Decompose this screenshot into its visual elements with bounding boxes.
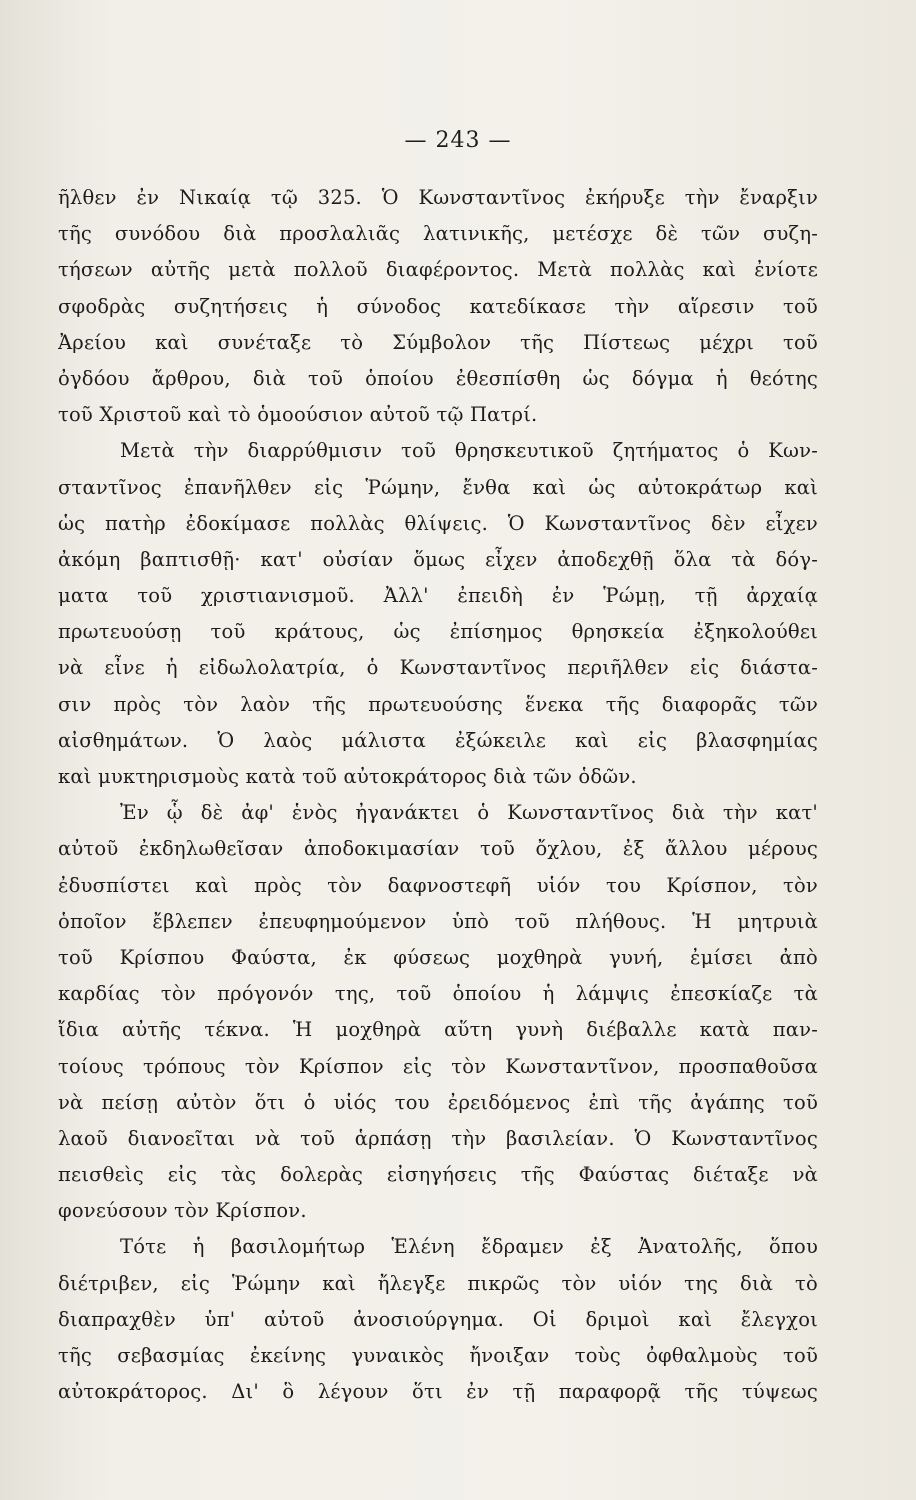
text-line: νὰ πείσῃ αὐτὸν ὅτι ὁ υἱός του ἐρειδόμενος ἐπὶ τῆς ἀγάπης τοῦ	[58, 1090, 818, 1114]
text-line: φονεύσουν τὸν Κρίσπον.	[58, 1199, 307, 1223]
text-line: ὡς πατὴρ ἐδοκίμασε πολλὰς θλίψεις. Ὁ Κωνσταντῖνος δὲν εἶχεν	[58, 511, 818, 535]
text-line: ὀγδόου ἄρθρου, διὰ τοῦ ὁποίου ἐθεσπίσθη ὡς δόγμα ἡ θεότης	[58, 366, 818, 390]
text-line: καρδίας τὸν πρόγονόν της, τοῦ ὁποίου ἡ λάμψις ἐπεσκίαζε τὰ	[58, 982, 818, 1006]
text-line: σιν πρὸς τὸν λαὸν τῆς πρωτευούσης ἕνεκα τῆς διαφορᾶς τῶν	[58, 692, 818, 716]
text-line: αὐτοῦ ἐκδηλωθεῖσαν ἀποδοκιμασίαν τοῦ ὄχλου, ἐξ ἄλλου μέρους	[58, 837, 818, 861]
text-line: ῆλθεν ἐν Νικαίᾳ τῷ 325. Ὁ Κωνσταντῖνος ἐκήρυξε τὴν ἔναρξιν	[58, 186, 818, 209]
text-line: λαοῦ διανοεῖται νὰ τοῦ ἁρπάσῃ τὴν βασιλείαν. Ὁ Κωνσταντῖνος	[58, 1126, 818, 1150]
text-line: αὐτοκράτορος. Δι' ὃ λέγουν ὅτι ἐν τῇ παραφορᾷ τῆς τύψεως	[58, 1380, 818, 1404]
text-line: τοίους τρόπους τὸν Κρίσπον εἰς τὸν Κωνσταντῖνον, προσπαθοῦσα	[58, 1054, 818, 1078]
text-line: καὶ μυκτηρισμοὺς κατὰ τοῦ αὐτοκράτορος διὰ τῶν ὁδῶν.	[58, 765, 637, 788]
text-line: τήσεων αὐτῆς μετὰ πολλοῦ διαφέροντος. Μετὰ πολλὰς καὶ ἐνίοτε	[58, 258, 818, 282]
text-line: τῆς σεβασμίας ἐκείνης γυναικὸς ἤνοιξαν τοὺς ὀφθαλμοὺς τοῦ	[58, 1344, 818, 1367]
text-line: αἰσθημάτων. Ὁ λαὸς μάλιστα ἐξώκειλε καὶ εἰς βλασφημίας	[58, 728, 818, 752]
text-line: Ἀρείου καὶ συνέταξε τὸ Σύμβολον τῆς Πίστεως μέχρι τοῦ	[58, 330, 818, 354]
text-line: τοῦ Κρίσπου Φαύστα, ἐκ φύσεως μοχθηρὰ γυνή, ἐμίσει ἀπὸ	[58, 945, 818, 969]
text-line: ἀκόμη βαπτισθῇ· κατ' οὐσίαν ὅμως εἶχεν ἀποδεχθῇ ὅλα τὰ δόγ-	[58, 547, 818, 571]
text-line: πεισθεὶς εἰς τὰς δολερὰς εἰσηγήσεις τῆς Φαύστας διέταξε νὰ	[58, 1163, 818, 1187]
text-line: ὁποῖον ἔβλεπεν ἐπευφημούμενον ὑπὸ τοῦ πλήθους. Ἡ μητρυιὰ	[58, 909, 818, 933]
text-line: τοῦ Χριστοῦ καὶ τὸ ὁμοούσιον αὐτοῦ τῷ Πατρί.	[58, 403, 538, 427]
text-line: σφοδρὰς συζητήσεις ἡ σύνοδος κατεδίκασε τὴν αἵρεσιν τοῦ	[58, 294, 818, 318]
text-line: Ἐν ᾧ δὲ ἀφ' ἑνὸς ἠγανάκτει ὁ Κωνσταντῖνος διὰ τὴν κατ'	[120, 801, 818, 825]
text-line: τῆς συνόδου διὰ προσλαλιᾶς λατινικῆς, μετέσχε δὲ τῶν συζη-	[58, 222, 818, 246]
text-line: ματα τοῦ χριστιανισμοῦ. Ἀλλ' ἐπειδὴ ἐν Ῥώμῃ, τῇ ἀρχαίᾳ	[58, 584, 818, 608]
text-line: Μετὰ τὴν διαρρύθμισιν τοῦ θρησκευτικοῦ ζητήματος ὁ Κων-	[120, 439, 818, 463]
text-line: πρωτευούσῃ τοῦ κράτους, ὡς ἐπίσημος θρησκεία ἐξηκολούθει	[58, 620, 818, 644]
text-line: σταντῖνος ἐπανῆλθεν εἰς Ῥώμην, ἔνθα καὶ ὡς αὐτοκράτωρ καὶ	[58, 475, 818, 499]
page-number: — 243 —	[404, 128, 512, 153]
text-line: νὰ εἶνε ἡ εἰδωλολατρία, ὁ Κωνσταντῖνος περιῆλθεν εἰς διάστα-	[58, 656, 818, 680]
text-line: Τότε ἡ βασιλομήτωρ Ἑλένη ἔδραμεν ἐξ Ἀνατολῆς, ὅπου	[120, 1235, 818, 1259]
text-line: ἐδυσπίστει καὶ πρὸς τὸν δαφνοστεφῆ υἱόν του Κρίσπον, τὸν	[58, 873, 818, 897]
text-line: διέτριβεν, εἰς Ῥώμην καὶ ἤλεγξε πικρῶς τὸν υἱόν της διὰ τὸ	[58, 1271, 818, 1295]
text-line: ἴδια αὐτῆς τέκνα. Ἡ μοχθηρὰ αὕτη γυνὴ διέβαλλε κατὰ παν-	[58, 1018, 818, 1042]
body-text	[58, 180, 818, 1410]
text-line: διαπραχθὲν ὑπ' αὐτοῦ ἀνοσιούργημα. Οἱ δριμοὶ καὶ ἔλεγχοι	[58, 1307, 818, 1331]
